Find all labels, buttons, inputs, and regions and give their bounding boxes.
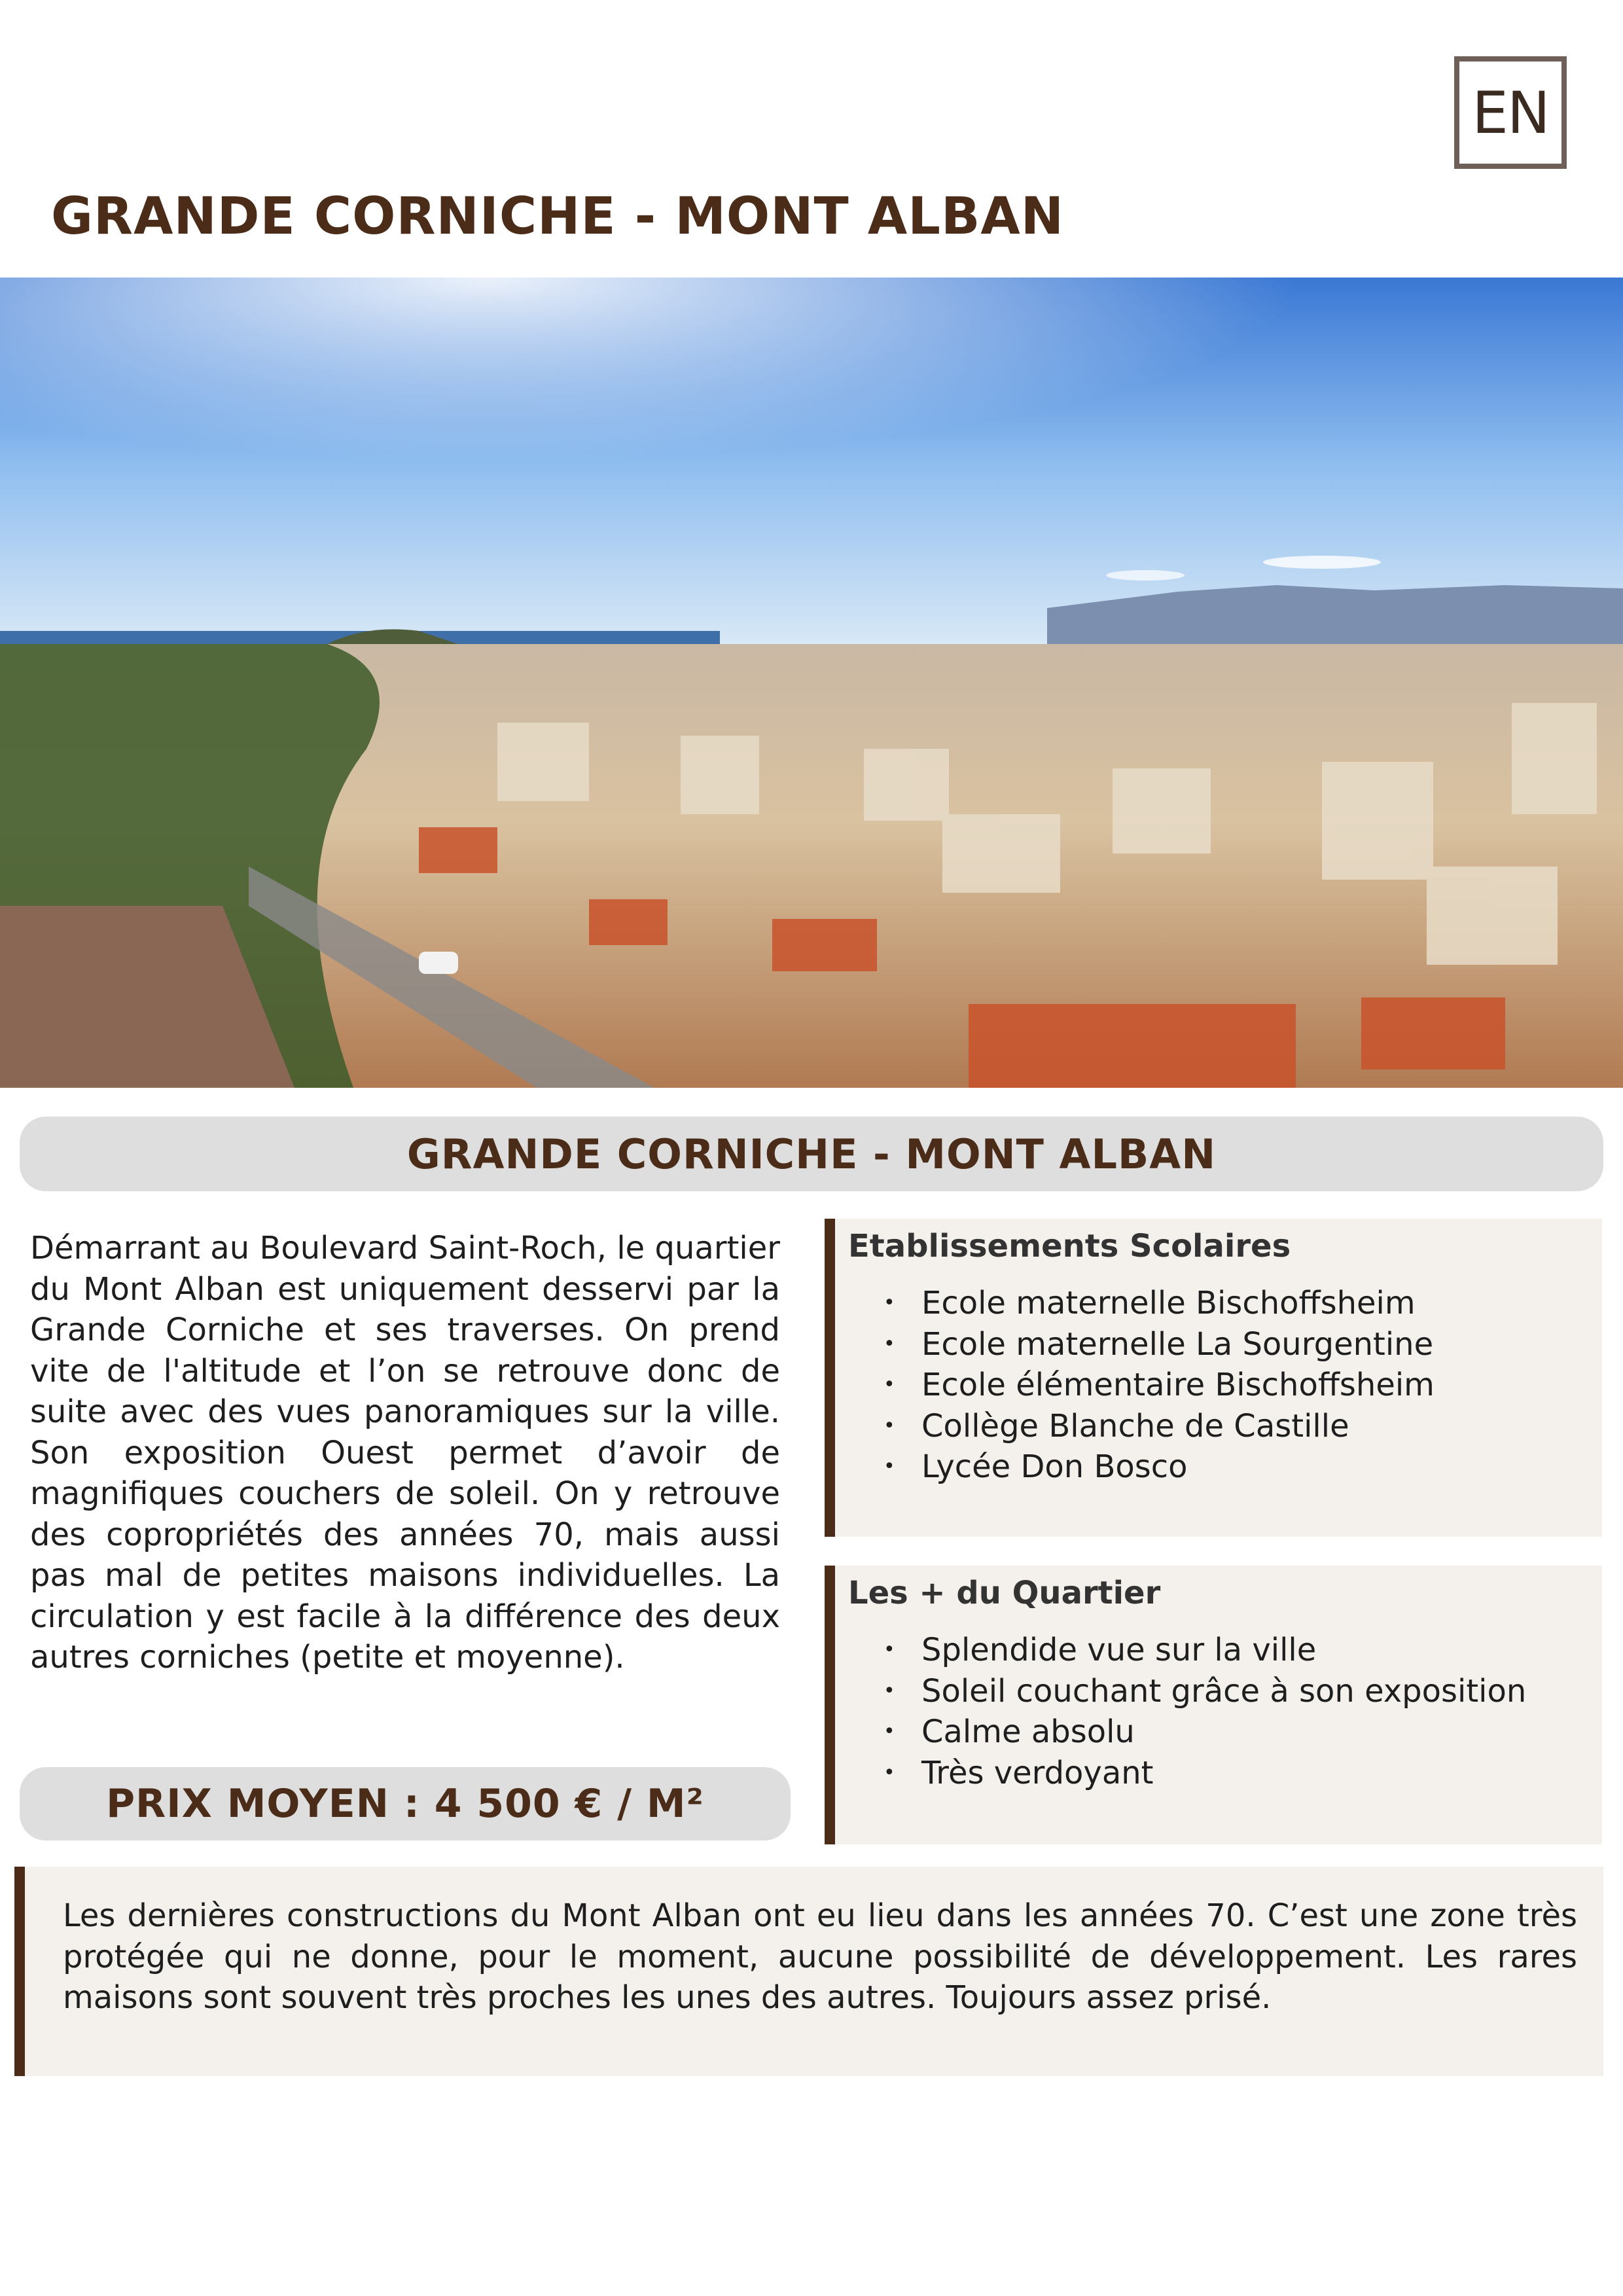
subtitle-text: GRANDE CORNICHE - MONT ALBAN <box>406 1130 1217 1178</box>
bullet-icon: • <box>883 1720 895 1743</box>
bullet-icon: • <box>883 1679 895 1702</box>
intro-paragraph: Démarrant au Boulevard Saint-Roch, le quartier du Mont Alban est uniquement desservi par la Grande Corniche et ses traverses. On prend vite de l'altitude et l’on se retrouve donc de suite avec des vues panoramiques sur la ville. Son exposition Ouest permet d’avoir de magnifiques couchers de soleil. On y retrouve des copropriétés des années 70, mais aussi pas mal de petites maisons individuelles. La circulation y est facile à la différence des deux autres corniches (petite et moyenne). <box>30 1230 780 1676</box>
bullet-icon: • <box>883 1414 895 1437</box>
list-item: • Très verdoyant <box>881 1753 1602 1794</box>
schools-title: Etablissements Scolaires <box>848 1228 1291 1265</box>
average-price-banner <box>20 1767 791 1840</box>
subtitle-banner <box>20 1117 1603 1191</box>
page-title: GRANDE CORNICHE - MONT ALBAN <box>51 187 1065 246</box>
brand-logo <box>1454 56 1567 169</box>
bullet-icon: • <box>883 1373 895 1396</box>
list-item: • Calme absolu <box>881 1712 1602 1753</box>
bullet-icon: • <box>883 1332 895 1355</box>
list-item: • Ecole maternelle La Sourgentine <box>881 1324 1602 1365</box>
bullet-icon: • <box>883 1455 895 1478</box>
list-item: • Collège Blanche de Castille <box>881 1406 1602 1447</box>
list-item: • Ecole maternelle Bischoffsheim <box>881 1283 1602 1324</box>
list-item: • Splendide vue sur la ville <box>881 1630 1602 1671</box>
logo-text: EN <box>1472 79 1549 147</box>
list-item: • Soleil couchant grâce à son exposition <box>881 1671 1602 1712</box>
list-item: • Ecole élémentaire Bischoffsheim <box>881 1365 1602 1406</box>
bullet-icon: • <box>883 1638 895 1661</box>
schools-panel <box>825 1219 1602 1537</box>
highlights-list <box>848 1630 1602 1793</box>
bullet-icon: • <box>883 1291 895 1314</box>
city-panorama-illustration <box>0 278 1623 1088</box>
list-item: • Lycée Don Bosco <box>881 1446 1602 1488</box>
highlights-panel <box>825 1566 1602 1844</box>
average-price-text: PRIX MOYEN : 4 500 € / M² <box>106 1781 704 1827</box>
highlights-title: Les + du Quartier <box>848 1575 1161 1611</box>
bullet-icon: • <box>883 1761 895 1784</box>
schools-list <box>848 1283 1602 1488</box>
development-note-text: Les dernières constructions du Mont Alban ont eu lieu dans les années 70. C’est une zone très protégée qui ne donne, pour le moment, aucune possibilité de développement. Les rares maisons sont souvent très proches les unes des autres. Toujours assez prisé. <box>63 1897 1577 2016</box>
development-note-panel <box>14 1867 1603 2076</box>
hero-photo <box>0 278 1623 1088</box>
